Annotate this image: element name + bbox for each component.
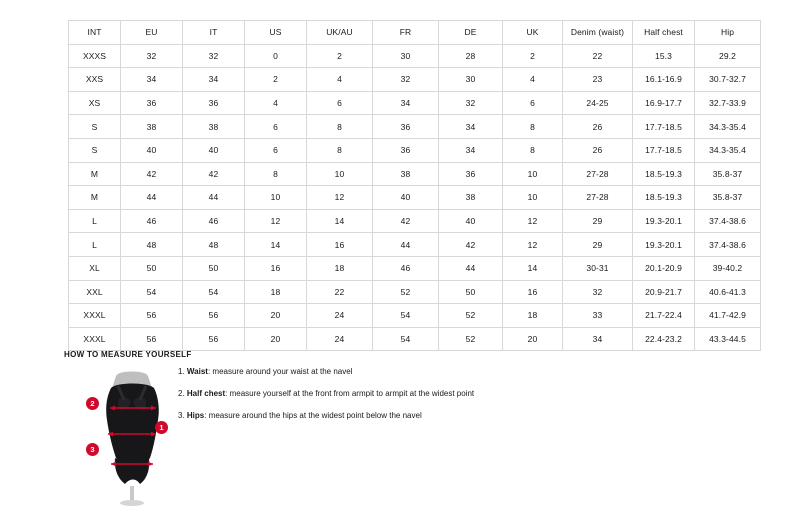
cell-uk: 12 [503, 233, 563, 257]
table-row [69, 233, 761, 257]
instruction-half-chest-text: : measure yourself at the front from armpit to armpit at the widest point [225, 389, 475, 398]
cell-fr: 46 [373, 256, 439, 280]
instruction-waist-index: 1. [178, 367, 185, 376]
cell-int: XL [69, 256, 121, 280]
cell-it: 50 [183, 256, 245, 280]
cell-it: 38 [183, 115, 245, 139]
cell-us: 6 [245, 138, 307, 162]
cell-de: 52 [439, 304, 503, 328]
table-body [69, 44, 761, 351]
cell-hip: 41.7-42.9 [695, 304, 761, 328]
column-header-uk-au: UK/AU [307, 21, 373, 45]
cell-eu: 36 [121, 91, 183, 115]
table-row [69, 304, 761, 328]
cell-denim-waist: 27-28 [563, 186, 633, 210]
column-header-denim-waist: Denim (waist) [563, 21, 633, 45]
how-to-measure-title: HOW TO MEASURE YOURSELF [64, 350, 192, 359]
cell-uk-au: 22 [307, 280, 373, 304]
cell-denim-waist: 26 [563, 138, 633, 162]
instruction-hips-text: : measure around the hips at the widest point below the navel [204, 411, 422, 420]
cell-fr: 30 [373, 44, 439, 68]
cell-uk-au: 6 [307, 91, 373, 115]
cell-eu: 40 [121, 138, 183, 162]
cell-uk-au: 18 [307, 256, 373, 280]
cell-half-chest: 20.1-20.9 [633, 256, 695, 280]
measurement-instructions [178, 366, 598, 432]
cell-uk: 4 [503, 68, 563, 92]
cell-uk: 18 [503, 304, 563, 328]
cell-eu: 32 [121, 44, 183, 68]
cell-uk-au: 2 [307, 44, 373, 68]
figure-badge-1: 1 [155, 421, 168, 434]
cell-us: 12 [245, 209, 307, 233]
cell-it: 44 [183, 186, 245, 210]
cell-us: 8 [245, 162, 307, 186]
cell-fr: 54 [373, 304, 439, 328]
cell-de: 32 [439, 91, 503, 115]
cell-eu: 46 [121, 209, 183, 233]
cell-half-chest: 18.5-19.3 [633, 162, 695, 186]
cell-half-chest: 17.7-18.5 [633, 115, 695, 139]
cell-us: 6 [245, 115, 307, 139]
column-header-int: INT [69, 21, 121, 45]
cell-int: S [69, 115, 121, 139]
instruction-half-chest-index: 2. [178, 389, 185, 398]
cell-fr: 34 [373, 91, 439, 115]
cell-uk: 14 [503, 256, 563, 280]
cell-it: 56 [183, 327, 245, 351]
cell-int: M [69, 162, 121, 186]
cell-eu: 34 [121, 68, 183, 92]
size-chart-table [68, 20, 761, 351]
cell-de: 50 [439, 280, 503, 304]
cell-int: XS [69, 91, 121, 115]
cell-us: 18 [245, 280, 307, 304]
cell-uk-au: 8 [307, 138, 373, 162]
cell-fr: 44 [373, 233, 439, 257]
cell-int: L [69, 209, 121, 233]
cell-hip: 35.8-37 [695, 162, 761, 186]
cell-de: 44 [439, 256, 503, 280]
cell-uk-au: 24 [307, 304, 373, 328]
figure-badge-3: 3 [86, 443, 99, 456]
cell-denim-waist: 29 [563, 209, 633, 233]
cell-int: XXXS [69, 44, 121, 68]
cell-uk-au: 8 [307, 115, 373, 139]
cell-half-chest: 21.7-22.4 [633, 304, 695, 328]
table-row [69, 162, 761, 186]
instruction-half-chest [178, 388, 598, 399]
table-row [69, 186, 761, 210]
cell-it: 42 [183, 162, 245, 186]
cell-uk: 8 [503, 138, 563, 162]
cell-fr: 32 [373, 68, 439, 92]
cell-fr: 42 [373, 209, 439, 233]
table-row [69, 280, 761, 304]
cell-int: XXS [69, 68, 121, 92]
column-header-eu: EU [121, 21, 183, 45]
cell-int: S [69, 138, 121, 162]
cell-us: 2 [245, 68, 307, 92]
cell-hip: 30.7-32.7 [695, 68, 761, 92]
cell-eu: 42 [121, 162, 183, 186]
cell-us: 20 [245, 304, 307, 328]
instruction-waist [178, 366, 598, 377]
table-row [69, 115, 761, 139]
cell-eu: 56 [121, 327, 183, 351]
cell-uk: 12 [503, 209, 563, 233]
cell-hip: 37.4-38.6 [695, 209, 761, 233]
table-row [69, 209, 761, 233]
table-row [69, 91, 761, 115]
cell-us: 20 [245, 327, 307, 351]
cell-eu: 50 [121, 256, 183, 280]
cell-fr: 54 [373, 327, 439, 351]
instruction-hips [178, 410, 598, 421]
cell-eu: 56 [121, 304, 183, 328]
column-header-uk: UK [503, 21, 563, 45]
cell-eu: 44 [121, 186, 183, 210]
instruction-waist-text: : measure around your waist at the navel [207, 367, 353, 376]
cell-de: 42 [439, 233, 503, 257]
cell-denim-waist: 34 [563, 327, 633, 351]
table-header-row [69, 21, 761, 45]
cell-denim-waist: 27-28 [563, 162, 633, 186]
cell-it: 34 [183, 68, 245, 92]
cell-half-chest: 18.5-19.3 [633, 186, 695, 210]
cell-de: 36 [439, 162, 503, 186]
cell-half-chest: 22.4-23.2 [633, 327, 695, 351]
cell-de: 34 [439, 138, 503, 162]
cell-hip: 43.3-44.5 [695, 327, 761, 351]
cell-de: 34 [439, 115, 503, 139]
cell-eu: 54 [121, 280, 183, 304]
cell-hip: 37.4-38.6 [695, 233, 761, 257]
cell-hip: 29.2 [695, 44, 761, 68]
cell-denim-waist: 24-25 [563, 91, 633, 115]
cell-denim-waist: 29 [563, 233, 633, 257]
cell-hip: 34.3-35.4 [695, 115, 761, 139]
cell-uk: 6 [503, 91, 563, 115]
cell-hip: 39-40.2 [695, 256, 761, 280]
cell-de: 38 [439, 186, 503, 210]
cell-de: 52 [439, 327, 503, 351]
cell-half-chest: 16.1-16.9 [633, 68, 695, 92]
table-header [69, 21, 761, 45]
cell-fr: 38 [373, 162, 439, 186]
cell-it: 54 [183, 280, 245, 304]
measurement-figure [78, 366, 188, 506]
cell-uk: 20 [503, 327, 563, 351]
cell-uk-au: 24 [307, 327, 373, 351]
cell-int: L [69, 233, 121, 257]
column-header-us: US [245, 21, 307, 45]
cell-hip: 35.8-37 [695, 186, 761, 210]
cell-fr: 36 [373, 138, 439, 162]
cell-it: 46 [183, 209, 245, 233]
cell-uk: 2 [503, 44, 563, 68]
cell-uk: 16 [503, 280, 563, 304]
cell-int: XXL [69, 280, 121, 304]
cell-uk: 10 [503, 186, 563, 210]
cell-half-chest: 17.7-18.5 [633, 138, 695, 162]
instruction-hips-label: Hips [186, 411, 205, 420]
cell-it: 32 [183, 44, 245, 68]
column-header-fr: FR [373, 21, 439, 45]
cell-eu: 38 [121, 115, 183, 139]
table-row [69, 44, 761, 68]
cell-half-chest: 19.3-20.1 [633, 233, 695, 257]
cell-half-chest: 16.9-17.7 [633, 91, 695, 115]
cell-uk: 10 [503, 162, 563, 186]
cell-eu: 48 [121, 233, 183, 257]
mannequin-illustration [78, 366, 188, 506]
cell-int: M [69, 186, 121, 210]
cell-denim-waist: 26 [563, 115, 633, 139]
cell-fr: 36 [373, 115, 439, 139]
cell-de: 40 [439, 209, 503, 233]
cell-half-chest: 19.3-20.1 [633, 209, 695, 233]
cell-hip: 34.3-35.4 [695, 138, 761, 162]
cell-it: 40 [183, 138, 245, 162]
cell-uk-au: 16 [307, 233, 373, 257]
cell-us: 4 [245, 91, 307, 115]
cell-uk-au: 4 [307, 68, 373, 92]
column-header-it: IT [183, 21, 245, 45]
cell-uk: 8 [503, 115, 563, 139]
cell-fr: 52 [373, 280, 439, 304]
cell-us: 14 [245, 233, 307, 257]
cell-denim-waist: 30-31 [563, 256, 633, 280]
figure-badge-2: 2 [86, 397, 99, 410]
cell-us: 0 [245, 44, 307, 68]
cell-uk-au: 10 [307, 162, 373, 186]
instruction-waist-label: Waist [186, 367, 208, 376]
instruction-hips-index: 3. [178, 411, 185, 420]
cell-it: 56 [183, 304, 245, 328]
cell-denim-waist: 32 [563, 280, 633, 304]
cell-uk-au: 12 [307, 186, 373, 210]
cell-us: 10 [245, 186, 307, 210]
cell-denim-waist: 22 [563, 44, 633, 68]
cell-int: XXXL [69, 327, 121, 351]
column-header-de: DE [439, 21, 503, 45]
table-row [69, 68, 761, 92]
cell-de: 28 [439, 44, 503, 68]
table-row [69, 138, 761, 162]
column-header-half-chest: Half chest [633, 21, 695, 45]
table-row [69, 327, 761, 351]
cell-half-chest: 15.3 [633, 44, 695, 68]
cell-hip: 32.7-33.9 [695, 91, 761, 115]
cell-int: XXXL [69, 304, 121, 328]
cell-de: 30 [439, 68, 503, 92]
cell-denim-waist: 33 [563, 304, 633, 328]
cell-us: 16 [245, 256, 307, 280]
cell-it: 48 [183, 233, 245, 257]
cell-it: 36 [183, 91, 245, 115]
cell-half-chest: 20.9-21.7 [633, 280, 695, 304]
cell-hip: 40.6-41.3 [695, 280, 761, 304]
cell-fr: 40 [373, 186, 439, 210]
instruction-half-chest-label: Half chest [186, 389, 226, 398]
table-row [69, 256, 761, 280]
column-header-hip: Hip [695, 21, 761, 45]
cell-denim-waist: 23 [563, 68, 633, 92]
size-chart-container [68, 20, 746, 351]
cell-uk-au: 14 [307, 209, 373, 233]
